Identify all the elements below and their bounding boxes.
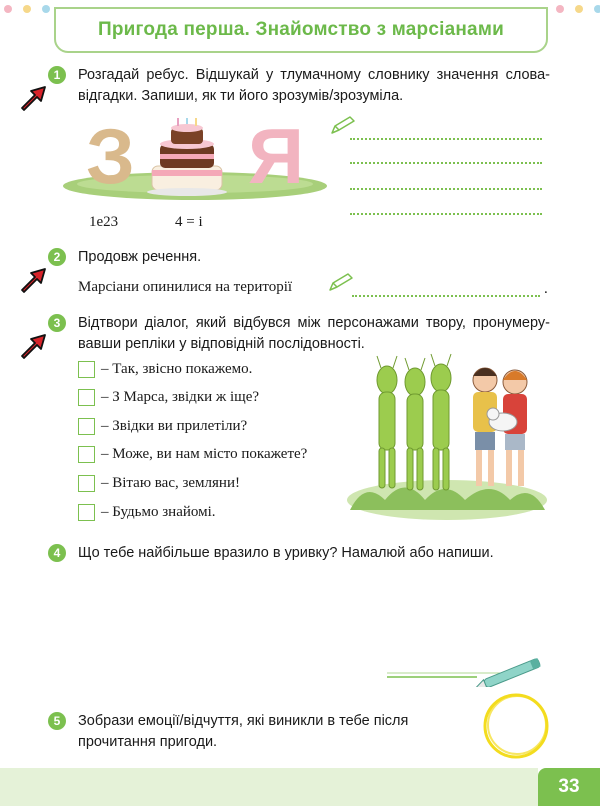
- number-box[interactable]: [78, 475, 95, 492]
- answer-line-3[interactable]: [350, 188, 542, 190]
- task-number-1: 1: [48, 66, 66, 84]
- page-number: 33: [538, 768, 600, 806]
- number-box[interactable]: [78, 389, 95, 406]
- footer-bar: [0, 768, 538, 806]
- red-arrow-icon: [18, 82, 50, 114]
- pen-icon: [385, 653, 550, 687]
- red-arrow-icon: [18, 330, 50, 362]
- page-title: Пригода перша. Знайомство з марсіанами: [98, 19, 504, 40]
- pencil-icon: [328, 272, 354, 292]
- answer-line-2[interactable]: [350, 162, 542, 164]
- number-box[interactable]: [78, 361, 95, 378]
- number-box[interactable]: [78, 418, 95, 435]
- task-number-4: 4: [48, 544, 66, 562]
- sentence-start: Марсіани опинилися на території: [78, 279, 293, 295]
- task-5-text: Зобрази емоції/відчуття, які виникли в тебе після прочитання пригоди.: [78, 713, 409, 750]
- dialog-option[interactable]: – Будьмо знайомі.: [78, 504, 216, 521]
- emotion-circle[interactable]: [480, 690, 552, 762]
- task-number-5: 5: [48, 712, 66, 730]
- task-2-text: Продовж речення.: [78, 249, 202, 265]
- number-box[interactable]: [78, 446, 95, 463]
- sentence-answer-line[interactable]: [352, 295, 540, 297]
- rebus-letter-right: Я: [248, 112, 305, 200]
- rebus-hint-left: 1е23: [89, 214, 119, 230]
- decor-dots-left: [4, 0, 50, 18]
- sentence-end-mark: .: [544, 281, 548, 297]
- decor-dots-right: [556, 0, 600, 18]
- task-4-text: Що тебе найбільше вразило в уривку? Намалюй або напиши.: [78, 545, 494, 561]
- number-box[interactable]: [78, 504, 95, 521]
- rebus-letter-left: З: [86, 112, 135, 200]
- answer-line-4[interactable]: [350, 213, 542, 215]
- page-header: [54, 7, 548, 53]
- rebus-hint-right: 4 = і: [175, 214, 203, 230]
- pencil-icon: [330, 115, 356, 135]
- dialog-option[interactable]: – Звідки ви прилетіли?: [78, 418, 247, 435]
- task-number-2: 2: [48, 248, 66, 266]
- dialog-option[interactable]: – Може, ви нам місто покажете?: [78, 446, 307, 463]
- task-3-text: Відтвори діалог, який відбувся між персонажами твору, пронумерувавши репліки у відповідній послідовності.: [78, 315, 550, 352]
- task-1-text: Розгадай ребус. Відшукай у тлумачному словнику значення слова-відгадки. Запиши, як ти його зрозумів/зрозуміла.: [78, 67, 550, 104]
- answer-line-1[interactable]: [350, 138, 542, 140]
- task-number-3: 3: [48, 314, 66, 332]
- dialog-option[interactable]: – Вітаю вас, земляни!: [78, 475, 240, 492]
- dialog-option[interactable]: – З Марса, звідки ж іще?: [78, 389, 259, 406]
- martians-and-boys-illustration: [345, 350, 550, 520]
- dialog-option[interactable]: – Так, звісно покажемо.: [78, 361, 252, 378]
- red-arrow-icon: [18, 264, 50, 296]
